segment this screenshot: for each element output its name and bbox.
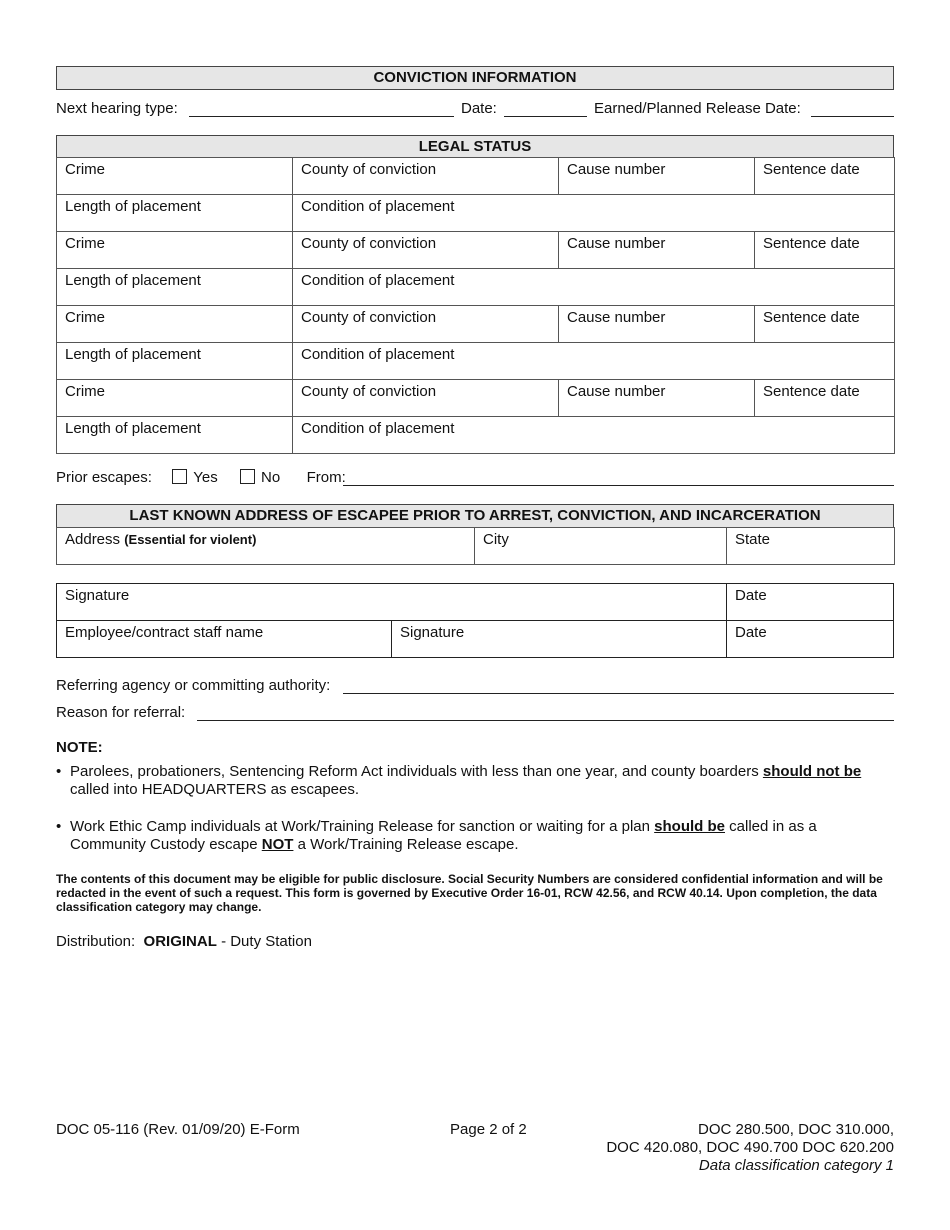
legal-status-header: LEGAL STATUS (56, 135, 894, 158)
state-cell[interactable]: State (727, 528, 895, 565)
doc-references (606, 1121, 894, 1175)
city-cell[interactable]: City (475, 528, 727, 565)
distribution-original: ORIGINAL (143, 933, 217, 950)
note-bullet-2 (56, 818, 896, 854)
no-label: No (261, 469, 281, 486)
no-checkbox[interactable] (240, 469, 255, 484)
note-2-mid: called in as a Community Custody escape (70, 818, 817, 853)
from-input[interactable] (343, 469, 894, 486)
prior-escapes-row (56, 469, 346, 486)
sentence-cell[interactable]: Sentence date (755, 306, 895, 343)
hearing-date-input[interactable] (504, 100, 587, 117)
crime-row (57, 158, 895, 195)
bullet-dot: • (56, 818, 62, 835)
length-cell[interactable]: Length of placement (57, 269, 293, 306)
address-header: LAST KNOWN ADDRESS OF ESCAPEE PRIOR TO ARREST, CONVICTION, AND INCARCERATION (56, 504, 894, 528)
note-bullet-1 (56, 763, 896, 799)
note-2-emphasis: should be (654, 818, 725, 835)
placement-row (57, 269, 895, 306)
crime-cell[interactable]: Crime (57, 306, 293, 343)
note-1-emphasis: should not be (762, 763, 862, 780)
address-label: Address (65, 531, 121, 548)
form-id: DOC 05-116 (Rev. 01/09/20) E-Form (56, 1121, 300, 1138)
employee-date-cell[interactable]: Date (727, 621, 894, 658)
crime-row (57, 306, 895, 343)
signature-date-cell[interactable]: Date (727, 584, 894, 621)
signature-cell[interactable]: Signature (57, 584, 727, 621)
note-2-text: Work Ethic Camp individuals at Work/Training Release for sanction or waiting for a plan (70, 818, 655, 835)
sentence-cell[interactable]: Sentence date (755, 380, 895, 417)
length-cell[interactable]: Length of placement (57, 417, 293, 454)
cause-cell[interactable]: Cause number (559, 380, 755, 417)
length-cell[interactable]: Length of placement (57, 343, 293, 380)
sentence-cell[interactable]: Sentence date (755, 232, 895, 269)
release-date-input[interactable] (811, 100, 894, 117)
note-2-emphasis-not: NOT (261, 836, 294, 853)
classification: Data classification category 1 (698, 1157, 894, 1174)
doc-refs-line-1: DOC 280.500, DOC 310.000, (698, 1121, 894, 1138)
bullet-dot: • (56, 763, 62, 780)
county-cell[interactable]: County of conviction (293, 158, 559, 195)
cause-cell[interactable]: Cause number (559, 306, 755, 343)
page-number: Page 2 of 2 (450, 1121, 527, 1138)
next-hearing-input[interactable] (189, 100, 454, 117)
crime-row (57, 232, 895, 269)
crime-cell[interactable]: Crime (57, 232, 293, 269)
sentence-cell[interactable]: Sentence date (755, 158, 895, 195)
placement-row (57, 195, 895, 232)
legal-status-table (56, 157, 895, 454)
note-title: NOTE: (56, 739, 103, 756)
address-note: (Essential for violent) (124, 532, 257, 547)
address-cell[interactable] (57, 528, 475, 565)
condition-cell[interactable]: Condition of placement (293, 417, 895, 454)
prior-escapes-label: Prior escapes: (56, 469, 152, 486)
crime-cell[interactable]: Crime (57, 380, 293, 417)
distribution-rest: - Duty Station (221, 933, 312, 950)
reason-input[interactable] (197, 704, 894, 721)
condition-cell[interactable]: Condition of placement (293, 269, 895, 306)
reason-label: Reason for referral: (56, 704, 186, 721)
yes-label: Yes (193, 469, 218, 486)
condition-cell[interactable]: Condition of placement (293, 195, 895, 232)
signature-table (56, 583, 894, 658)
doc-refs-line-2: DOC 420.080, DOC 490.700 DOC 620.200 (606, 1139, 894, 1156)
hearing-date-label: Date: (461, 100, 497, 117)
crime-row (57, 380, 895, 417)
note-2-end: a Work/Training Release escape. (293, 836, 519, 853)
condition-cell[interactable]: Condition of placement (293, 343, 895, 380)
referring-agency-input[interactable] (343, 677, 894, 694)
employee-name-cell[interactable]: Employee/contract staff name (57, 621, 392, 658)
employee-signature-cell[interactable]: Signature (392, 621, 727, 658)
length-cell[interactable]: Length of placement (57, 195, 293, 232)
address-table (56, 527, 895, 565)
conviction-header: CONVICTION INFORMATION (56, 66, 894, 90)
placement-row (57, 343, 895, 380)
next-hearing-label: Next hearing type: (56, 100, 178, 117)
disclosure-text: The contents of this document may be eligible for public disclosure. Social Security Numbers are considered confidential information and will be redacted in the event of such a request. This form is governed by Executive Order 16-01, RCW 42.56, and RCW 40.14. Upon completion, the data classification category may change. (56, 872, 883, 914)
cause-cell[interactable]: Cause number (559, 158, 755, 195)
cause-cell[interactable]: Cause number (559, 232, 755, 269)
note-1-text: Parolees, probationers, Sentencing Reform Act individuals with less than one year, and county boarders (70, 763, 763, 780)
note-1-end: called into HEADQUARTERS as escapees. (70, 781, 360, 798)
distribution-label: Distribution: (56, 933, 136, 950)
yes-checkbox[interactable] (172, 469, 187, 484)
referring-agency-label: Referring agency or committing authority: (56, 677, 331, 694)
county-cell[interactable]: County of conviction (293, 306, 559, 343)
release-date-label: Earned/Planned Release Date: (594, 100, 801, 117)
distribution-line (56, 933, 312, 950)
crime-cell[interactable]: Crime (57, 158, 293, 195)
county-cell[interactable]: County of conviction (293, 232, 559, 269)
from-label: From: (306, 469, 346, 486)
placement-row (57, 417, 895, 454)
county-cell[interactable]: County of conviction (293, 380, 559, 417)
